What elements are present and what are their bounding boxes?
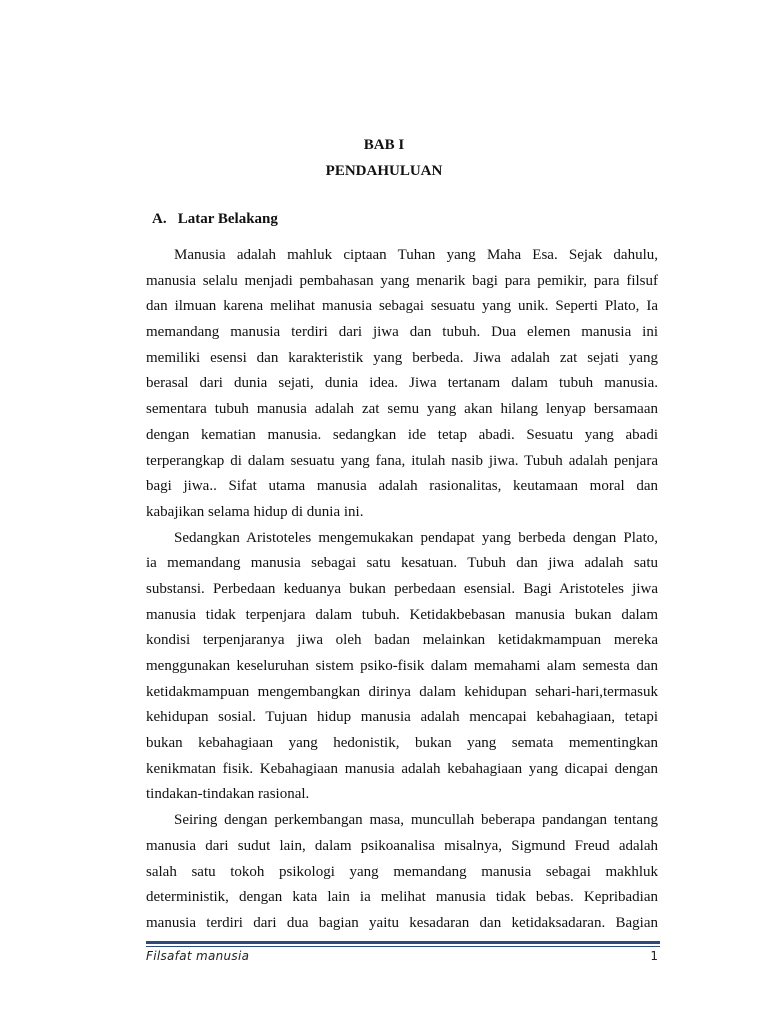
text-line: tindakan-tindakan rasional. [146, 786, 310, 803]
text-line: manusia dari sudut lain, dalam psikoanalisa misalnya, Sigmund Freud adalah [146, 837, 658, 854]
text-line: kabajikan selama hidup di dunia ini. [146, 503, 364, 520]
chapter-title: PENDAHULUAN [325, 163, 443, 179]
section-number: A. [152, 211, 167, 227]
text-line: substansi. Perbedaan keduanya bukan perbedaan esensial. Bagi Aristoteles jiwa [146, 580, 658, 597]
text-line: bukan kebahagiaan yang hedonistik, bukan yang semata mementingkan [146, 735, 658, 752]
text-line: menggunakan keseluruhan sistem psiko-fisik dalam memahami alam semesta dan [146, 658, 658, 674]
text-line: deterministik, dengan kata lain ia melihat manusia tidak bebas. Kepribadian [146, 889, 658, 906]
text-line: salah satu tokoh psikologi yang memandang manusia sebagai makhluk [146, 863, 658, 880]
text-line: bagi jiwa.. Sifat utama manusia adalah rasionalitas, keutamaan moral dan [146, 478, 658, 495]
text-line: memiliki esensi dan karakteristik yang berbeda. Jiwa adalah zat sejati yang [146, 349, 658, 366]
text-line: manusia tidak terpenjara dalam tubuh. Ketidakbebasan manusia bukan dalam [146, 606, 658, 623]
section-title: Latar Belakang [177, 211, 278, 227]
footer-title: Filsafat manusia [146, 949, 250, 963]
text-line: Manusia adalah mahluk ciptaan Tuhan yang Maha Esa. Sejak dahulu, [174, 247, 658, 263]
text-line: sementara tubuh manusia adalah zat semu yang akan hilang lenyap bersamaan [146, 401, 658, 418]
text-line: ia memandang manusia sebagai satu kesatuan. Tubuh dan jiwa adalah satu [146, 555, 658, 572]
section-heading [152, 211, 278, 228]
footer-rule-thick [146, 941, 660, 944]
body-text [146, 243, 658, 937]
text-line: kenikmatan fisik. Kebahagiaan manusia adalah kebahagiaan yang dicapai dengan [146, 760, 658, 777]
text-line: terperangkap di dalam sesuatu yang fana, itulah nasib jiwa. Tubuh adalah penjara [146, 452, 658, 469]
text-line: Sedangkan Aristoteles mengemukakan pendapat yang berbeda dengan Plato, [174, 529, 658, 546]
footer-rule-thin [146, 946, 660, 947]
page-number: 1 [650, 949, 658, 963]
text-line: manusia terdiri dari dua bagian yaitu kesadaran dan ketidaksadaran. Bagian [146, 914, 658, 931]
text-line: berasal dari dunia sejati, dunia idea. Jiwa tertanam dalam tubuh manusia. [146, 375, 658, 392]
text-line: kehidupan sosial. Tujuan hidup manusia adalah mencapai kebahagiaan, tetapi [146, 709, 658, 726]
text-line: ketidakmampuan mengembangkan dirinya dalam kehidupan sehari-hari,termasuk [146, 683, 658, 700]
text-line: memandang manusia terdiri dari jiwa dan tubuh. Dua elemen manusia ini [146, 324, 658, 341]
chapter-heading: BAB I [363, 137, 405, 153]
text-line: dengan kematian manusia. sedangkan ide tetap abadi. Sesuatu yang abadi [146, 426, 658, 443]
text-line: kondisi terpenjaranya jiwa oleh badan melainkan ketidakmampuan mereka [146, 632, 658, 649]
text-line: dan ilmuan karena melihat manusia sebagai sesuatu yang unik. Seperti Plato, Ia [146, 298, 658, 315]
text-line: manusia selalu menjadi pembahasan yang menarik bagi para pemikir, para filsuf [146, 272, 658, 289]
text-line: Seiring dengan perkembangan masa, muncullah beberapa pandangan tentang [174, 812, 658, 829]
